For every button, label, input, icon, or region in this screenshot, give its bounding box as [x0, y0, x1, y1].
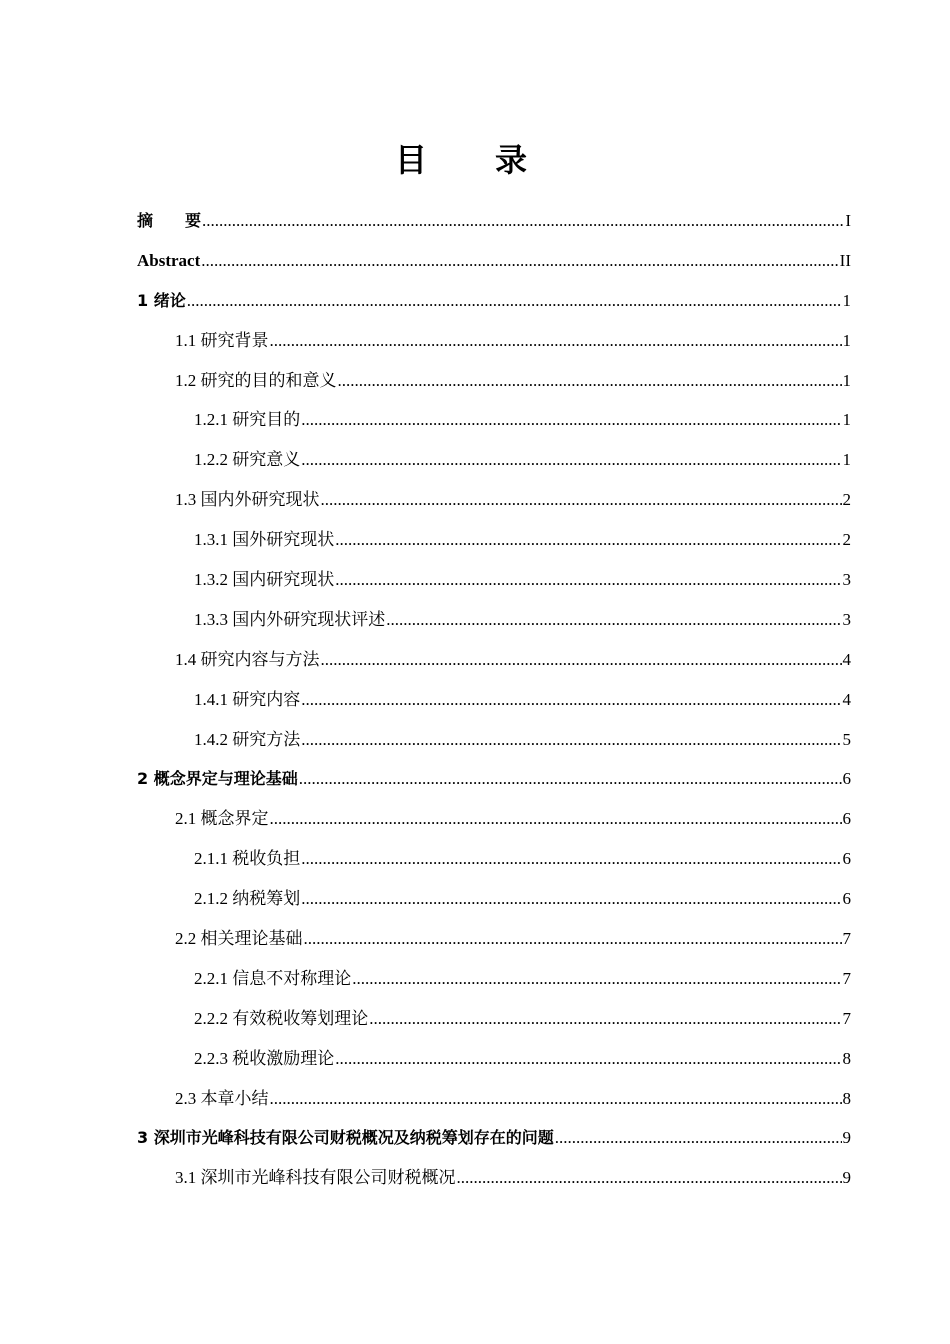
toc-entry-page: 6 [842, 849, 851, 869]
toc-entry-page: 3 [842, 570, 851, 590]
toc-entry-page: 9 [842, 1168, 851, 1188]
toc-entry-label: 1.1 研究背景 [175, 330, 269, 350]
toc-leader-dots [301, 720, 841, 760]
toc-entry[interactable] [137, 1158, 851, 1198]
toc-entry-label: 1.2 研究的目的和意义 [175, 370, 337, 390]
toc-entry[interactable] [137, 600, 851, 640]
toc-entry-page: 2 [842, 530, 851, 550]
toc-entry[interactable] [137, 759, 851, 799]
toc-entry-label: 2 概念界定与理论基础 [137, 769, 298, 789]
toc-leader-dots [321, 480, 842, 520]
toc-leader-dots [301, 839, 841, 879]
toc-entry-page: 4 [842, 649, 851, 669]
toc-entry[interactable] [137, 321, 851, 361]
toc-leader-dots [301, 680, 841, 720]
toc-entry-label: 1 绪论 [137, 290, 186, 310]
toc-entry[interactable] [137, 1039, 851, 1079]
toc-entry-label: 2.2.3 税收激励理论 [194, 1048, 335, 1068]
toc-entry-page: 1 [842, 370, 851, 390]
toc-leader-dots [202, 201, 844, 241]
toc-entry-page: 6 [842, 809, 851, 829]
toc-entry-page: 7 [842, 929, 851, 949]
toc-entry-label: 1.3.3 国内外研究现状评述 [194, 609, 386, 629]
toc-entry[interactable] [137, 919, 851, 959]
toc-entry-page: 1 [842, 410, 851, 430]
toc-leader-dots [301, 440, 841, 480]
toc-entry[interactable] [137, 1079, 851, 1119]
toc-entry-label: 2.1.2 纳税筹划 [194, 889, 301, 909]
toc-entry-page: 1 [842, 330, 851, 350]
toc-leader-dots [369, 999, 841, 1039]
toc-entry-page: II [839, 250, 851, 270]
toc-entry-label: 1.3.1 国外研究现状 [194, 530, 335, 550]
toc-entry[interactable] [137, 680, 851, 720]
toc-entry[interactable] [137, 1118, 851, 1158]
toc-entry-page: 4 [842, 689, 851, 709]
toc-entry-page: 5 [842, 729, 851, 749]
toc-entry-page: 6 [842, 769, 851, 789]
toc-entry[interactable] [137, 361, 851, 401]
toc-entry-page: 6 [842, 889, 851, 909]
toc-entry[interactable] [137, 959, 851, 999]
toc-entry-page: 9 [842, 1128, 851, 1148]
toc-entry[interactable] [137, 281, 851, 321]
toc-entry-page: 1 [842, 450, 851, 470]
toc-entry[interactable] [137, 839, 851, 879]
toc-entry[interactable] [137, 999, 851, 1039]
toc-entry-label: 1.4.1 研究内容 [194, 689, 301, 709]
toc-entry-page: 7 [842, 968, 851, 988]
toc-entry-page: 2 [842, 490, 851, 510]
toc-leader-dots [335, 560, 841, 600]
toc-leader-dots [301, 879, 841, 919]
toc-entry[interactable] [137, 440, 851, 480]
toc-entry-label: 2.2.2 有效税收筹划理论 [194, 1008, 369, 1028]
toc-leader-dots [187, 281, 842, 321]
toc-leader-dots [335, 520, 841, 560]
toc-entry-label: 3 深圳市光峰科技有限公司财税概况及纳税筹划存在的问题 [137, 1128, 554, 1148]
toc-entry-label: 摘 要 [137, 211, 202, 230]
toc-entry-label: 1.4.2 研究方法 [194, 729, 301, 749]
toc-entry[interactable] [137, 241, 851, 281]
toc-leader-dots [299, 759, 842, 799]
toc-leader-dots [304, 919, 842, 959]
toc-entry[interactable] [137, 480, 851, 520]
toc-entry-label: 2.2.1 信息不对称理论 [194, 968, 352, 988]
toc-entry-label: Abstract [137, 250, 201, 270]
toc-leader-dots [352, 959, 841, 999]
toc-leader-dots [270, 1079, 842, 1119]
table-of-contents [137, 201, 851, 1198]
toc-leader-dots [555, 1118, 842, 1158]
toc-entry[interactable] [137, 879, 851, 919]
toc-leader-dots [270, 321, 842, 361]
toc-entry-page: 7 [842, 1008, 851, 1028]
toc-entry-label: 3.1 深圳市光峰科技有限公司财税概况 [175, 1168, 456, 1188]
toc-entry-label: 1.2.1 研究目的 [194, 410, 301, 430]
toc-entry-page: 8 [842, 1048, 851, 1068]
toc-entry-label: 1.3 国内外研究现状 [175, 490, 320, 510]
toc-entry-label: 1.3.2 国内研究现状 [194, 570, 335, 590]
toc-entry[interactable] [137, 720, 851, 760]
toc-leader-dots [338, 361, 842, 401]
toc-entry-page: 8 [842, 1088, 851, 1108]
toc-entry-page: I [845, 211, 851, 230]
toc-leader-dots [301, 400, 841, 440]
toc-entry[interactable] [137, 400, 851, 440]
toc-entry[interactable] [137, 520, 851, 560]
toc-entry-label: 2.3 本章小结 [175, 1088, 269, 1108]
toc-leader-dots [201, 241, 838, 281]
toc-entry[interactable] [137, 799, 851, 839]
toc-entry-label: 2.1.1 税收负担 [194, 849, 301, 869]
toc-leader-dots [335, 1039, 841, 1079]
toc-leader-dots [457, 1158, 842, 1198]
toc-entry[interactable] [137, 560, 851, 600]
toc-entry-label: 1.4 研究内容与方法 [175, 649, 320, 669]
toc-leader-dots [386, 600, 841, 640]
page-title: 目录 [394, 141, 595, 179]
toc-entry-page: 3 [842, 609, 851, 629]
toc-entry[interactable] [137, 201, 851, 241]
toc-entry[interactable] [137, 640, 851, 680]
toc-entry-label: 2.2 相关理论基础 [175, 929, 303, 949]
toc-entry-page: 1 [842, 290, 851, 310]
toc-entry-label: 2.1 概念界定 [175, 809, 269, 829]
toc-leader-dots [321, 640, 842, 680]
toc-entry-label: 1.2.2 研究意义 [194, 450, 301, 470]
toc-leader-dots [270, 799, 842, 839]
